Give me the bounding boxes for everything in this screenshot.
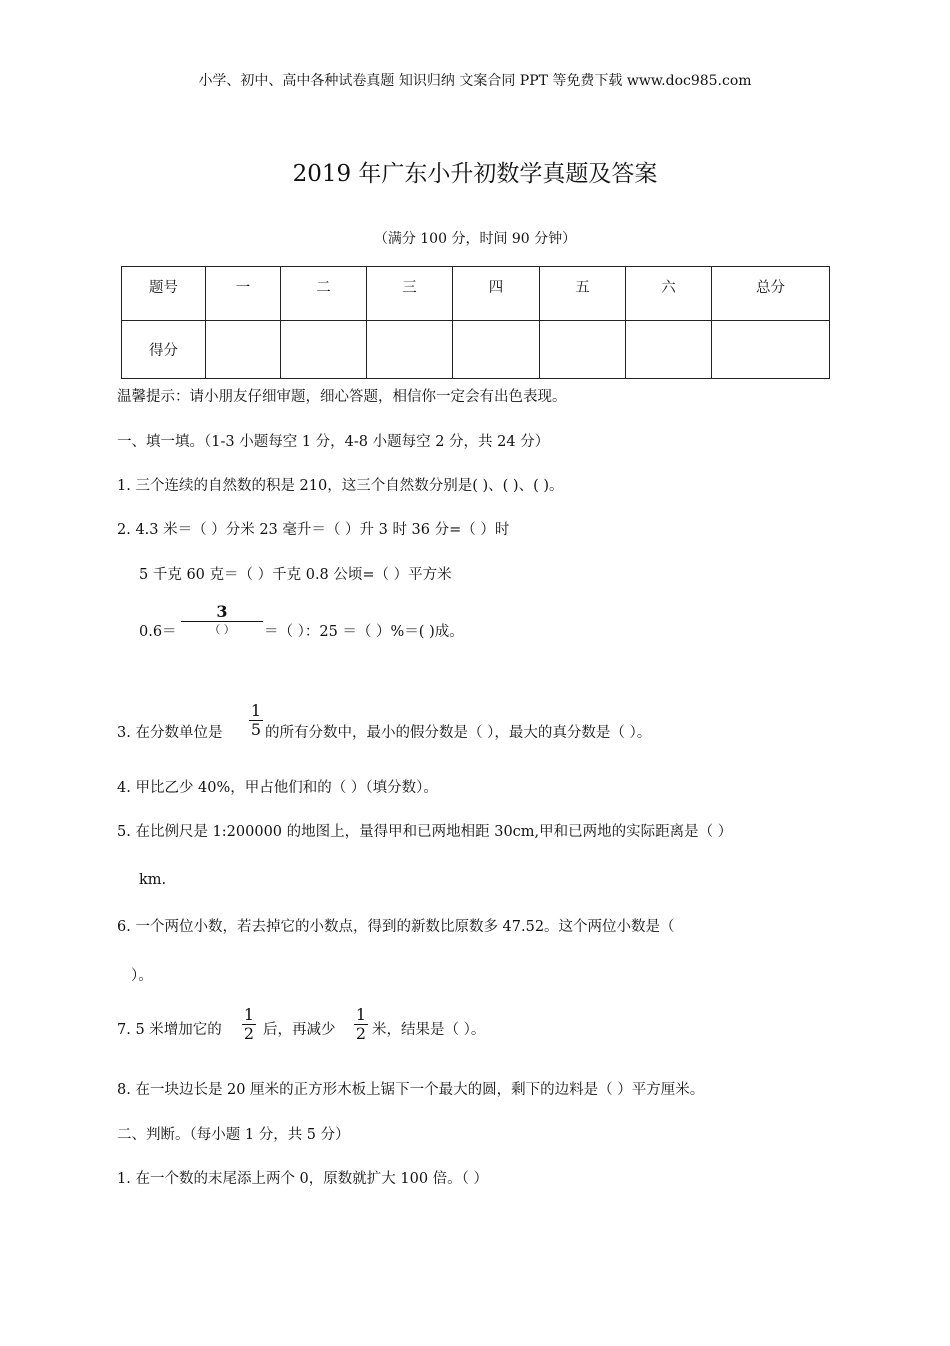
- question-1-6-line-1: 6. 一个两位小数，若去掉它的小数点，得到的新数比原数多 47.52。这个两位小数是（: [117, 919, 675, 935]
- score-cell: [626, 321, 712, 379]
- question-1-7-middle: 后，再减少: [263, 1022, 336, 1038]
- question-1-4: 4. 甲比乙少 40%，甲占他们和的（ ）（填分数）。: [117, 780, 438, 796]
- score-table-header-cell: 总分: [712, 267, 830, 321]
- tip-text: 温馨提示：请小朋友仔细审题，细心答题，相信你一定会有出色表现。: [117, 389, 567, 405]
- score-table-header-cell: 三: [367, 267, 453, 321]
- score-cell: [453, 321, 540, 379]
- question-2-1: 1. 在一个数的末尾添上两个 0，原数就扩大 100 倍。（ ）: [117, 1171, 489, 1187]
- question-1-2-line-3-start: 0.6＝: [139, 624, 177, 640]
- score-cell: [712, 321, 830, 379]
- document-title: 2019 年广东小升初数学真题及答案: [292, 161, 658, 187]
- page-header-banner: 小学、初中、高中各种试卷真题 知识归纳 文案合同 PPT 等免费下载 www.doc985.com: [198, 73, 752, 89]
- fraction-one-half: [242, 1006, 256, 1043]
- section-2-heading: 二、判断。（每小题 1 分，共 5 分）: [117, 1127, 350, 1143]
- question-1-3-start: 3. 在分数单位是: [117, 725, 223, 741]
- score-cell: [281, 321, 367, 379]
- fraction-numerator: 1: [243, 1005, 255, 1024]
- fraction-denominator-blank: （ ）: [209, 623, 235, 636]
- question-1-3-end: 的所有分数中，最小的假分数是（ ），最大的真分数是（ ）。: [265, 725, 652, 741]
- exam-info: （满分 100 分，时间 90 分钟）: [373, 231, 577, 247]
- fraction-one-fifth: [249, 702, 263, 739]
- score-table-header-cell: 六: [626, 267, 712, 321]
- fraction-denominator: 5: [250, 720, 262, 739]
- question-1-8: 8. 在一块边长是 20 厘米的正方形木板上锯下一个最大的圆，剩下的边料是（ ）平方厘米。: [117, 1082, 705, 1098]
- score-cell: [540, 321, 626, 379]
- fraction-denominator: 2: [355, 1024, 367, 1043]
- question-1-7-end: 米，结果是（ ）。: [372, 1022, 486, 1038]
- fraction-numerator: 1: [355, 1005, 367, 1024]
- question-1-6-line-2: ）。: [131, 968, 153, 984]
- score-table-header-row: [122, 267, 830, 321]
- fraction-numerator: 3: [216, 602, 228, 621]
- question-1-5-line-1: 5. 在比例尺是 1:200000 的地图上，量得甲和已两地相距 30cm,甲和已两地的实际距离是（ ）: [117, 824, 733, 840]
- section-1-heading: 一、填一填。（1-3 小题每空 1 分，4-8 小题每空 2 分，共 24 分）: [117, 434, 550, 450]
- question-1-2-line-2: 5 千克 60 克＝（ ）千克 0.8 公顷=（ ）平方米: [139, 567, 452, 583]
- fraction-3-over-blank: [181, 603, 263, 637]
- score-table-header-cell: 四: [453, 267, 540, 321]
- fraction-denominator: 2: [243, 1024, 255, 1043]
- score-cell: [367, 321, 453, 379]
- score-table-header-cell: 二: [281, 267, 367, 321]
- question-1-7-start: 7. 5 米增加它的: [117, 1022, 222, 1038]
- question-1-1: 1. 三个连续的自然数的积是 210，这三个自然数分别是( )、( )、( )。: [117, 478, 564, 494]
- question-1-5-line-2: km.: [139, 872, 167, 888]
- score-table-score-row: [122, 321, 830, 379]
- score-table: [121, 266, 830, 379]
- fraction-one-half: [354, 1006, 368, 1043]
- score-row-label: 得分: [122, 321, 206, 379]
- question-1-2-line-1: 2. 4.3 米＝（ ）分米 23 毫升＝（ ）升 3 时 36 分=（ ）时: [117, 522, 510, 538]
- score-table-header-cell: 五: [540, 267, 626, 321]
- score-table-header-cell: 题号: [122, 267, 206, 321]
- fraction-numerator: 1: [250, 701, 262, 720]
- score-table-header-cell: 一: [206, 267, 281, 321]
- score-cell: [206, 321, 281, 379]
- question-1-2-line-3-end: ＝（ ）：25 ＝（ ）%＝( )成。: [264, 624, 464, 640]
